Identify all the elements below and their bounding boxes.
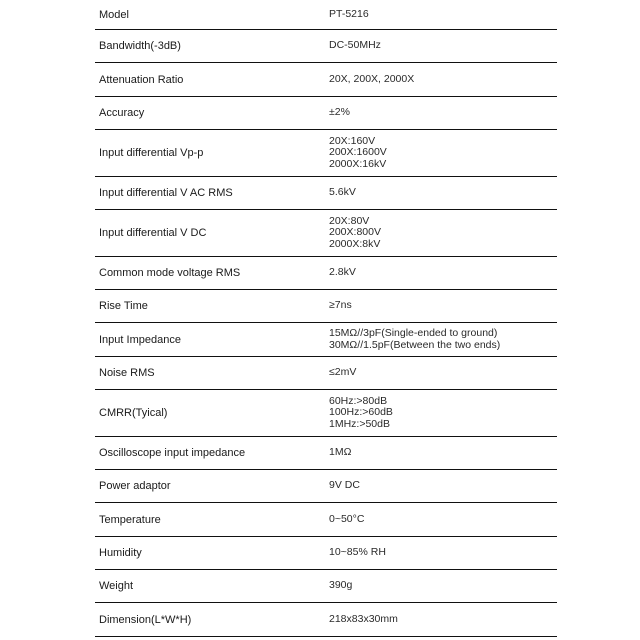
spec-value (329, 177, 356, 209)
spec-label: Temperature (99, 513, 161, 526)
spec-value (329, 97, 350, 129)
spec-value-line: 10~85% RH (329, 546, 386, 559)
spec-value-line: 0~50°C (329, 512, 365, 525)
spec-value (329, 257, 356, 289)
spec-label: Noise RMS (99, 367, 155, 379)
spec-label: Oscilloscope input impedance (99, 447, 246, 459)
spec-label: Input Impedance (99, 333, 181, 346)
table-row (95, 323, 557, 357)
spec-value (329, 437, 351, 469)
table-row (95, 470, 557, 503)
spec-value (329, 357, 356, 389)
spec-value (329, 0, 369, 29)
table-row (95, 97, 557, 130)
table-row (95, 130, 557, 177)
spec-value (329, 130, 387, 176)
spec-value-line: 2.8kV (329, 266, 356, 279)
spec-value-line: 15MΩ//3pF(Single-ended to ground) (329, 327, 498, 339)
spec-value (329, 63, 414, 96)
spec-value-line: ≤2mV (329, 366, 357, 379)
spec-value (329, 537, 386, 569)
table-row (95, 437, 557, 470)
spec-value-line: 20X, 200X, 2000X (329, 72, 415, 85)
table-row (95, 30, 557, 63)
table-row (95, 63, 557, 97)
spec-value-line: ±2% (329, 106, 350, 119)
spec-value-line: 20X:80V (329, 214, 370, 227)
spec-label: Dimension(L*W*H) (99, 613, 192, 626)
spec-value (329, 290, 352, 322)
spec-label: Humidity (99, 547, 142, 559)
spec-value (329, 30, 381, 62)
spec-value-line: 9V DC (329, 479, 360, 492)
spec-value (329, 603, 398, 636)
spec-label: Accuracy (99, 107, 145, 119)
table-row (95, 210, 557, 257)
spec-value-line: 20X:160V (329, 134, 376, 147)
spec-value (329, 390, 393, 436)
spec-label: Input differential V AC RMS (99, 187, 233, 199)
spec-label: Attenuation Ratio (99, 73, 184, 86)
spec-value-line: 5.6kV (329, 186, 356, 199)
spec-label: Power adaptor (99, 480, 171, 492)
spec-label: Model (99, 8, 129, 21)
table-row (95, 290, 557, 323)
spec-value-line: PT-5216 (329, 7, 369, 20)
spec-value-line: 390g (329, 579, 353, 592)
spec-value-line: 100Hz:>60dB (329, 406, 393, 419)
spec-value (329, 570, 352, 602)
table-row (95, 537, 557, 570)
table-row (95, 257, 557, 290)
spec-value-line: 2000X:16kV (329, 157, 387, 170)
table-row (95, 603, 557, 637)
spec-value-line: DC-50MHz (329, 39, 381, 52)
spec-label: Weight (99, 580, 134, 592)
spec-value (329, 503, 364, 536)
spec-value-line: 2000X:8kV (329, 237, 381, 250)
spec-label: Common mode voltage RMS (99, 267, 241, 279)
spec-value (329, 470, 360, 502)
table-row (95, 357, 557, 390)
spec-value (329, 210, 381, 256)
spec-label: Input differential Vp-p (99, 147, 204, 159)
table-row (95, 177, 557, 210)
spec-label: Input differential V DC (99, 227, 207, 239)
spec-label: Bandwidth(-3dB) (99, 40, 181, 52)
spec-value-line: 200X:800V (329, 226, 381, 239)
table-row (95, 503, 557, 537)
spec-value-line: 1MHz:>50dB (329, 417, 390, 430)
spec-value-line: 30MΩ//1.5pF(Between the two ends) (329, 338, 501, 351)
table-row (95, 0, 557, 30)
spec-value-line: 60Hz:>80dB (329, 394, 388, 407)
spec-value-line: 218x83x30mm (329, 612, 398, 625)
spec-value (329, 323, 500, 356)
spec-label: CMRR(Tyical) (99, 407, 168, 419)
table-row (95, 390, 557, 437)
spec-label: Rise Time (99, 300, 148, 312)
table-row (95, 570, 557, 603)
spec-value-line: 1MΩ (329, 446, 352, 459)
spec-value-line: ≥7ns (329, 299, 352, 312)
spec-value-line: 200X:1600V (329, 146, 387, 159)
